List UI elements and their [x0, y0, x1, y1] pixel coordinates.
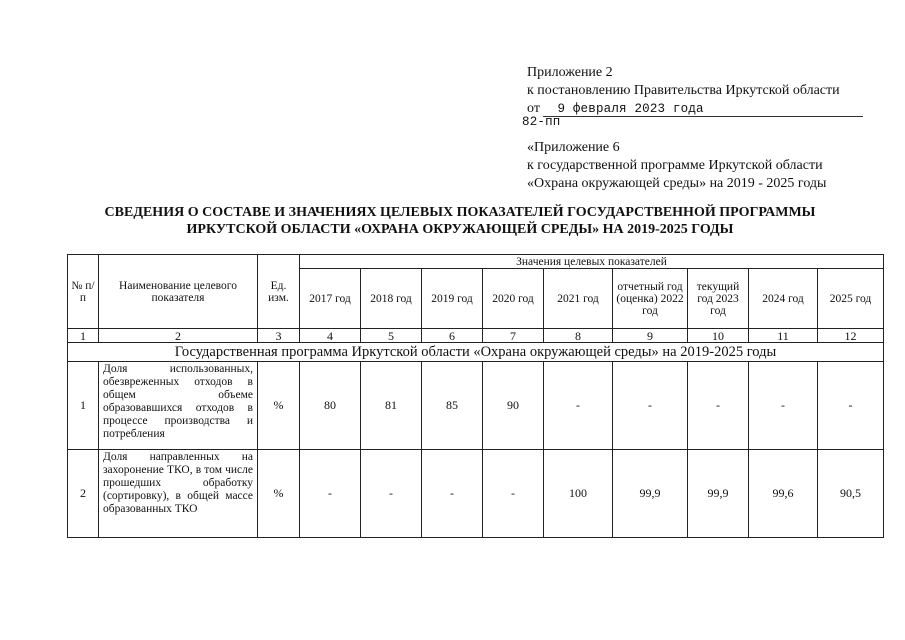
header-year: 2018 год — [361, 269, 422, 329]
section-row — [68, 343, 884, 362]
row-value: 80 — [300, 362, 361, 450]
appendix-line-1: Приложение 2 — [527, 65, 613, 80]
row-value: - — [483, 450, 544, 538]
column-numbers-row — [68, 329, 884, 343]
title-line-2: ИРКУТСКОЙ ОБЛАСТИ «ОХРАНА ОКРУЖАЮЩЕЙ СРЕДЫ» НА 2019-2025 ГОДЫ — [186, 222, 734, 237]
row-value: - — [688, 362, 749, 450]
column-number: 2 — [99, 329, 258, 343]
column-number: 8 — [544, 329, 613, 343]
column-number: 7 — [483, 329, 544, 343]
appendix-date: 9 февраля 2023 года — [557, 102, 704, 116]
title-line-1: СВЕДЕНИЯ О СОСТАВЕ И ЗНАЧЕНИЯХ ЦЕЛЕВЫХ ПОКАЗАТЕЛЕЙ ГОСУДАРСТВЕННОЙ ПРОГРАММЫ — [104, 205, 816, 220]
row-value: - — [422, 450, 483, 538]
row-value: - — [613, 362, 688, 450]
row-value: - — [544, 362, 613, 450]
table-row — [68, 362, 884, 450]
row-value: - — [300, 450, 361, 538]
row-number: 2 — [68, 450, 99, 538]
row-value: 85 — [422, 362, 483, 450]
row-value: 81 — [361, 362, 422, 450]
header-year: 2021 год — [544, 269, 613, 329]
header-year: 2019 год — [422, 269, 483, 329]
appendix-line-2: к постановлению Правительства Иркутской области — [527, 83, 840, 98]
row-value: 90,5 — [818, 450, 884, 538]
row-value: 99,9 — [688, 450, 749, 538]
row-value: - — [361, 450, 422, 538]
header-year: отчетный год (оценка) 2022 год — [613, 269, 688, 329]
header-year: текущий год 2023 год — [688, 269, 749, 329]
appendix-line-7: «Охрана окружающей среды» на 2019 - 2025 годы — [527, 176, 827, 191]
column-number: 9 — [613, 329, 688, 343]
appendix-block — [522, 64, 877, 193]
column-number: 11 — [749, 329, 818, 343]
section-title: Государственная программа Иркутской области «Охрана окружающей среды» на 2019-2025 годы — [68, 343, 884, 362]
appendix-date-row — [527, 100, 877, 118]
header-year: 2025 год — [818, 269, 884, 329]
column-number: 6 — [422, 329, 483, 343]
header-unit: Ед. изм. — [258, 255, 300, 329]
row-indicator-name: Доля использованных, обезвреженных отходов в общем объеме образовавшихся отходов в процессе производства и потребления — [99, 362, 258, 450]
column-number: 4 — [300, 329, 361, 343]
appendix-line-6: к государственной программе Иркутской области — [527, 158, 823, 173]
row-value: 99,6 — [749, 450, 818, 538]
date-underline — [543, 116, 863, 117]
row-value: 90 — [483, 362, 544, 450]
row-value: - — [818, 362, 884, 450]
header-name: Наименование целевого показателя — [99, 255, 258, 329]
header-year: 2020 год — [483, 269, 544, 329]
header-year: 2017 год — [300, 269, 361, 329]
row-indicator-name: Доля направленных на захоронение ТКО, в том числе прошедших обработку (сортировку), в общей массе образованных ТКО — [99, 450, 258, 538]
table-row — [68, 450, 884, 538]
column-number: 3 — [258, 329, 300, 343]
header-num: № п/п — [68, 255, 99, 329]
column-number: 1 — [68, 329, 99, 343]
appendix-number: 82-пп — [522, 115, 561, 129]
header-year: 2024 год — [749, 269, 818, 329]
header-values-group: Значения целевых показателей — [300, 255, 884, 269]
row-unit: % — [258, 450, 300, 538]
row-value: - — [749, 362, 818, 450]
row-number: 1 — [68, 362, 99, 450]
appendix-line-5: «Приложение 6 — [527, 140, 620, 155]
row-value: 100 — [544, 450, 613, 538]
document-title — [60, 204, 860, 238]
appendix-date-prefix: от — [527, 101, 540, 116]
row-unit: % — [258, 362, 300, 450]
column-number: 10 — [688, 329, 749, 343]
row-value: 99,9 — [613, 450, 688, 538]
indicators-table — [67, 254, 884, 538]
column-number: 5 — [361, 329, 422, 343]
column-number: 12 — [818, 329, 884, 343]
